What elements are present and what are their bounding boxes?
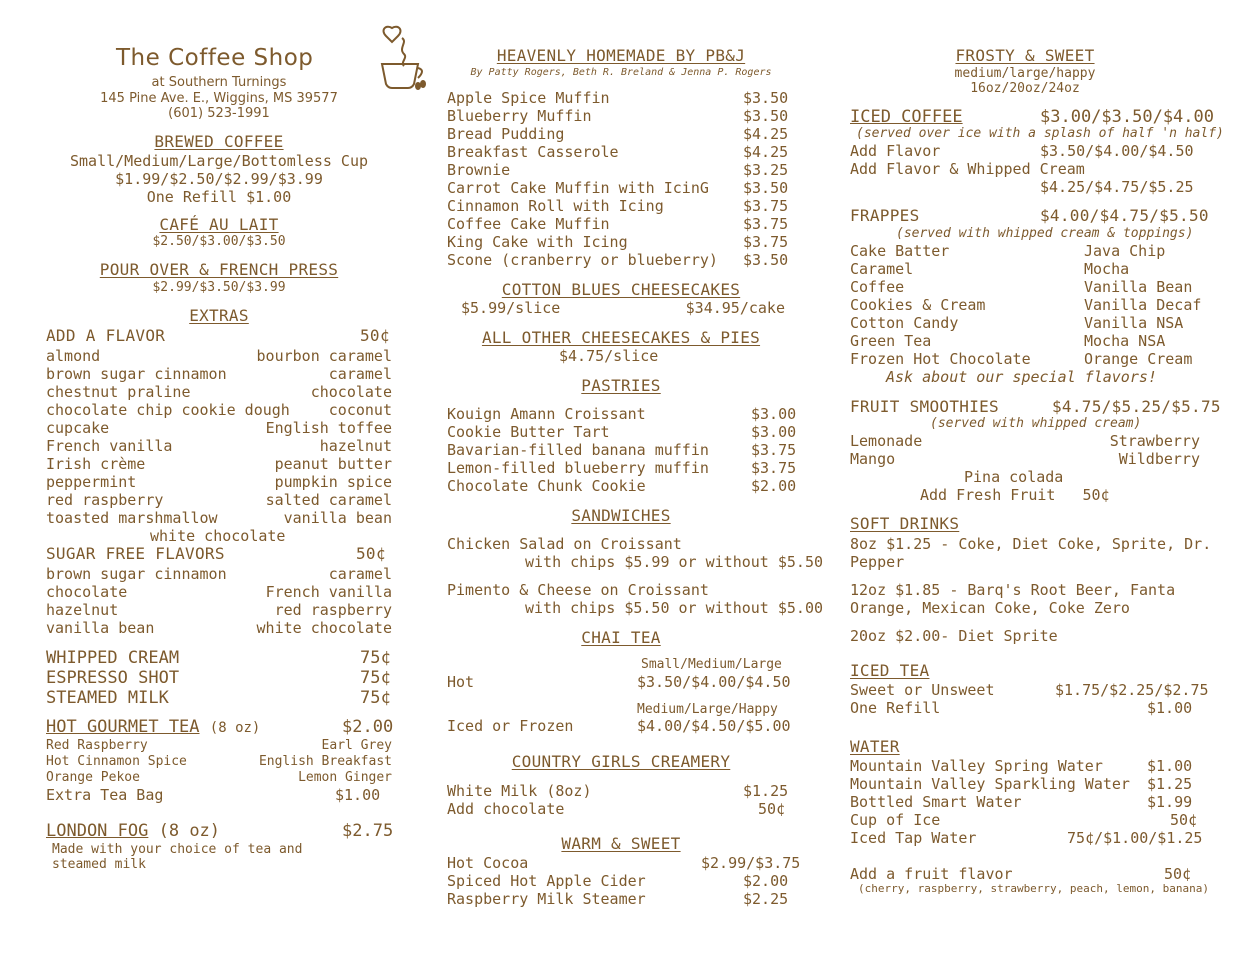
flavor-row-value: bourbon caramel bbox=[256, 347, 392, 365]
flavor-last: white chocolate bbox=[150, 527, 286, 545]
hot-tea-variety-row-value: English Breakfast bbox=[258, 754, 392, 769]
addon-row bbox=[46, 668, 392, 686]
shop-address: 145 Pine Ave. E., Wiggins, MS 39577 bbox=[100, 91, 338, 106]
sandwich-1-detail: with chips $5.99 or without $5.50 bbox=[525, 553, 824, 571]
hot-tea-title: HOT GOURMET TEA bbox=[46, 717, 200, 737]
add-flavor-price: 50¢ bbox=[360, 326, 390, 345]
hot-tea-row bbox=[46, 717, 392, 735]
frosty-sizes: medium/large/happy bbox=[954, 66, 1096, 81]
homemade-item-name: Brownie bbox=[447, 161, 511, 179]
water-item-name: Mountain Valley Sparkling Water bbox=[850, 775, 1130, 793]
iced-coffee-title: ICED COFFEE bbox=[850, 107, 963, 127]
sandwiches-title: SANDWICHES bbox=[571, 506, 671, 525]
flavor-row bbox=[46, 419, 392, 437]
london-fog-desc-2: steamed milk bbox=[52, 857, 146, 872]
homemade-title: HEAVENLY HOMEMADE BY PB&J bbox=[496, 46, 746, 65]
smoothies-note: (served with whipped cream) bbox=[930, 416, 1142, 431]
shop-name: The Coffee Shop bbox=[116, 45, 314, 71]
soft-drinks-line-2a: 12oz $1.85 - Barq's Root Beer, Fanta bbox=[850, 581, 1176, 599]
smoothies-row bbox=[850, 397, 1221, 416]
flavor-row-value: peanut butter bbox=[274, 455, 392, 473]
warm-item-name: Spiced Hot Apple Cider bbox=[447, 872, 646, 890]
warm-item-value: $2.00 bbox=[743, 872, 789, 890]
frappe-row bbox=[850, 350, 1200, 368]
smoothie-row bbox=[850, 450, 1200, 468]
homemade-item-value: $3.50 bbox=[743, 107, 789, 125]
extra-tea-bag-row bbox=[46, 786, 392, 804]
frappe-row-name: Cotton Candy bbox=[850, 314, 959, 332]
homemade-item-name: Cinnamon Roll with Icing bbox=[447, 197, 664, 215]
other-cheesecakes-title: ALL OTHER CHEESECAKES & PIES bbox=[481, 328, 761, 347]
sugar-free-row bbox=[46, 565, 392, 583]
frappe-row-name: Cookies & Cream bbox=[850, 296, 986, 314]
frappes-note: (served with whipped cream & toppings) bbox=[896, 226, 1194, 241]
frappe-row-value: Mocha NSA bbox=[1084, 332, 1166, 350]
sugar-free-row-value: French vanilla bbox=[265, 583, 392, 601]
london-fog-desc-1: Made with your choice of tea and bbox=[52, 842, 303, 857]
warm-title: WARM & SWEET bbox=[561, 834, 681, 853]
iced-coffee-whip-label: Add Flavor & Whipped Cream bbox=[850, 160, 1085, 178]
frappe-row-name: Frozen Hot Chocolate bbox=[850, 350, 1031, 368]
homemade-item-name: Coffee Cake Muffin bbox=[447, 215, 610, 233]
iced-coffee-whip-price: $4.25/$4.75/$5.25 bbox=[1040, 178, 1194, 196]
pastry-item bbox=[447, 441, 795, 459]
soft-drinks-line-2b: Orange, Mexican Coke, Coke Zero bbox=[850, 599, 1130, 617]
water-item-value: $1.99 bbox=[1147, 793, 1193, 811]
sugar-free-price: 50¢ bbox=[356, 544, 386, 563]
homemade-item-value: $3.75 bbox=[743, 233, 789, 251]
homemade-item-value: $3.50 bbox=[743, 251, 789, 269]
addon-row-value: 75¢ bbox=[360, 688, 391, 708]
flavor-row-value: salted caramel bbox=[265, 491, 392, 509]
london-fog-price: $2.75 bbox=[342, 821, 394, 841]
shop-phone: (601) 523-1991 bbox=[168, 106, 270, 121]
water-item-value: $1.00 bbox=[1147, 757, 1193, 775]
water-item-name: Iced Tap Water bbox=[850, 829, 977, 847]
frappe-row-value: Orange Cream bbox=[1084, 350, 1193, 368]
chai-iced-sizes: Medium/Large/Happy bbox=[637, 702, 778, 717]
frappes-title: FRAPPES bbox=[850, 206, 920, 225]
water-item-name: Cup of Ice bbox=[850, 811, 941, 829]
flavor-row bbox=[46, 347, 392, 365]
brewed-coffee-title: BREWED COFFEE bbox=[154, 132, 284, 151]
water-item bbox=[850, 829, 1203, 847]
homemade-item bbox=[447, 125, 795, 143]
addon-row-value: 75¢ bbox=[360, 668, 391, 688]
smoothie-row bbox=[850, 432, 1200, 450]
other-cheesecakes-price: $4.75/slice bbox=[559, 347, 659, 365]
hot-tea-price: $2.00 bbox=[342, 717, 394, 737]
brewed-prices: $1.99/$2.50/$2.99/$3.99 bbox=[115, 170, 323, 188]
water-fruit-price: 50¢ bbox=[1164, 865, 1192, 883]
london-fog-title: LONDON FOG bbox=[46, 821, 149, 841]
flavor-row-value: hazelnut bbox=[319, 437, 392, 455]
homemade-item bbox=[447, 251, 795, 269]
homemade-item-name: Breakfast Casserole bbox=[447, 143, 619, 161]
pastry-item-name: Chocolate Chunk Cookie bbox=[447, 477, 646, 495]
chai-iced-label: Iced or Frozen bbox=[447, 717, 574, 735]
smoothie-row-name: Lemonade bbox=[850, 432, 923, 450]
frappe-row bbox=[850, 260, 1200, 278]
flavor-row-name: Irish crème bbox=[46, 455, 146, 473]
extra-tea-bag-price: $1.00 bbox=[335, 786, 381, 804]
iced-coffee-flavor-price: $3.50/$4.00/$4.50 bbox=[1040, 142, 1194, 160]
smoothies-add-row bbox=[920, 486, 1110, 504]
water-fruit-list: (cherry, raspberry, strawberry, peach, lemon, banana) bbox=[858, 882, 1209, 895]
frappe-row-value: Java Chip bbox=[1084, 242, 1166, 260]
cotton-blues-cake: $34.95/cake bbox=[685, 299, 785, 317]
london-fog-row bbox=[46, 821, 392, 839]
warm-item bbox=[447, 890, 795, 908]
iced-tea-row-1 bbox=[850, 681, 1209, 699]
hot-tea-variety-row-value: Lemon Ginger bbox=[298, 770, 392, 785]
flavor-row-name: cupcake bbox=[46, 419, 110, 437]
homemade-item-value: $3.75 bbox=[743, 197, 789, 215]
cotton-blues-title: COTTON BLUES CHEESECAKES bbox=[501, 280, 741, 299]
flavor-row bbox=[46, 491, 392, 509]
homemade-item bbox=[447, 197, 795, 215]
water-item-value: 50¢ bbox=[1170, 811, 1198, 829]
creamery-item-name: Add chocolate bbox=[447, 800, 565, 818]
addon-row-name: ESPRESSO SHOT bbox=[46, 668, 180, 688]
frappe-row-value: Vanilla NSA bbox=[1084, 314, 1184, 332]
pastry-item bbox=[447, 405, 795, 423]
hot-tea-variety-row-name: Hot Cinnamon Spice bbox=[46, 754, 187, 769]
addon-row bbox=[46, 648, 392, 666]
frappe-row bbox=[850, 296, 1200, 314]
warm-item-name: Raspberry Milk Steamer bbox=[447, 890, 646, 908]
sugar-free-row-name: chocolate bbox=[46, 583, 128, 601]
pastry-item-name: Lemon-filled blueberry muffin bbox=[447, 459, 709, 477]
homemade-item-name: Apple Spice Muffin bbox=[447, 89, 610, 107]
flavor-row bbox=[46, 401, 392, 419]
warm-item bbox=[447, 854, 801, 872]
iced-tea-row-2 bbox=[850, 699, 1200, 717]
cafe-au-lait-prices: $2.50/$3.00/$3.50 bbox=[152, 234, 286, 249]
flavor-row-value: chocolate bbox=[310, 383, 392, 401]
sugar-free-row-value: caramel bbox=[328, 565, 392, 583]
flavor-row-name: toasted marshmallow bbox=[46, 509, 218, 527]
creamery-item bbox=[447, 800, 795, 818]
smoothie-row-value: Strawberry bbox=[1109, 432, 1200, 450]
chai-hot-prices: $3.50/$4.00/$4.50 bbox=[637, 673, 791, 691]
homemade-item-value: $3.50 bbox=[743, 89, 789, 107]
chai-hot-row bbox=[447, 673, 795, 691]
pastry-item-name: Kouign Amann Croissant bbox=[447, 405, 646, 423]
shop-location: at Southern Turnings bbox=[151, 75, 287, 90]
homemade-item-value: $4.25 bbox=[743, 143, 789, 161]
flavor-row bbox=[46, 473, 392, 491]
homemade-item bbox=[447, 233, 795, 251]
smoothie-row-value: Wildberry bbox=[1118, 450, 1200, 468]
brewed-sizes: Small/Medium/Large/Bottomless Cup bbox=[69, 152, 368, 170]
frappe-row bbox=[850, 278, 1200, 296]
pastry-item-name: Bavarian-filled banana muffin bbox=[447, 441, 709, 459]
pastry-item-value: $3.00 bbox=[751, 405, 797, 423]
water-item-value: $1.25 bbox=[1147, 775, 1193, 793]
hot-tea-variety-row-name: Orange Pekoe bbox=[46, 770, 140, 785]
sugar-free-row bbox=[46, 619, 392, 637]
homemade-item bbox=[447, 107, 795, 125]
iced-coffee-price: $3.00/$3.50/$4.00 bbox=[1040, 107, 1214, 127]
water-item-name: Mountain Valley Spring Water bbox=[850, 757, 1103, 775]
iced-tea-item-name: Sweet or Unsweet bbox=[850, 681, 995, 699]
add-flavor-row bbox=[46, 327, 392, 345]
homemade-item-value: $3.25 bbox=[743, 161, 789, 179]
frappe-row-name: Caramel bbox=[850, 260, 914, 278]
warm-item bbox=[447, 872, 795, 890]
brewed-refill: One Refill $1.00 bbox=[146, 188, 292, 206]
frappe-row-value: Vanilla Decaf bbox=[1084, 296, 1202, 314]
flavor-row-value: caramel bbox=[328, 365, 392, 383]
pastries-title: PASTRIES bbox=[581, 376, 661, 395]
pastry-item bbox=[447, 459, 795, 477]
homemade-item bbox=[447, 215, 795, 233]
smoothies-add-price: 50¢ bbox=[1082, 486, 1110, 504]
sugar-free-row bbox=[46, 545, 392, 563]
smoothies-center: Pina colada bbox=[964, 468, 1064, 486]
frosty-title: FROSTY & SWEET bbox=[955, 46, 1095, 65]
addon-row-value: 75¢ bbox=[360, 648, 391, 668]
iced-tea-item-price: $1.75/$2.25/$2.75 bbox=[1055, 681, 1209, 699]
sugar-free-row-name: hazelnut bbox=[46, 601, 119, 619]
water-item-name: Bottled Smart Water bbox=[850, 793, 1022, 811]
iced-tea-item-name: One Refill bbox=[850, 699, 941, 717]
flavor-row bbox=[46, 365, 392, 383]
homemade-item bbox=[447, 161, 795, 179]
iced-tea-title: ICED TEA bbox=[850, 661, 930, 680]
chai-iced-prices: $4.00/$4.50/$5.00 bbox=[637, 717, 791, 735]
chai-hot-label: Hot bbox=[447, 673, 475, 691]
sugar-free-row bbox=[46, 583, 392, 601]
iced-tea-item-price: $1.00 bbox=[1147, 699, 1193, 717]
pastry-item bbox=[447, 423, 795, 441]
smoothies-title: FRUIT SMOOTHIES bbox=[850, 397, 999, 416]
pastry-item bbox=[447, 477, 795, 495]
pastry-item-value: $3.00 bbox=[751, 423, 797, 441]
flavor-row bbox=[46, 509, 392, 527]
frappes-special: Ask about our special flavors! bbox=[886, 368, 1157, 386]
cotton-blues-prices bbox=[447, 299, 795, 317]
flavor-row-name: chocolate chip cookie dough bbox=[46, 401, 290, 419]
flavor-row bbox=[46, 383, 392, 401]
london-fog-size: (8 oz) bbox=[158, 821, 221, 841]
warm-item-value: $2.25 bbox=[743, 890, 789, 908]
iced-coffee-note: (served over ice with a splash of half 'n half) bbox=[856, 126, 1224, 141]
water-item bbox=[850, 757, 1200, 775]
soft-drinks-line-1b: Pepper bbox=[850, 553, 905, 571]
homemade-item bbox=[447, 179, 795, 197]
homemade-item-name: King Cake with Icing bbox=[447, 233, 628, 251]
chai-iced-row bbox=[447, 717, 795, 735]
hot-tea-variety-row-value: Earl Grey bbox=[321, 738, 392, 753]
iced-coffee-flavor-row bbox=[850, 142, 1200, 160]
frosty-oz: 16oz/20oz/24oz bbox=[970, 81, 1080, 96]
frappes-price: $4.00/$4.75/$5.50 bbox=[1040, 206, 1209, 225]
sandwich-2-detail: with chips $5.50 or without $5.00 bbox=[525, 599, 824, 617]
flavor-row bbox=[46, 455, 392, 473]
homemade-item-value: $4.25 bbox=[743, 125, 789, 143]
homemade-item-name: Bread Pudding bbox=[447, 125, 565, 143]
flavor-row bbox=[46, 437, 392, 455]
creamery-item-name: White Milk (8oz) bbox=[447, 782, 592, 800]
sugar-free-row-name: brown sugar cinnamon bbox=[46, 565, 227, 583]
sugar-free-row-value: white chocolate bbox=[256, 619, 392, 637]
flavor-row-name: peppermint bbox=[46, 473, 137, 491]
frappe-row-name: Coffee bbox=[850, 278, 905, 296]
pastry-item-value: $2.00 bbox=[751, 477, 797, 495]
homemade-byline: By Patty Rogers, Beth R. Breland & Jenna P. Rogers bbox=[470, 67, 772, 78]
extras-title: EXTRAS bbox=[189, 306, 249, 325]
smoothie-row-name: Mango bbox=[850, 450, 896, 468]
homemade-item-name: Scone (cranberry or blueberry) bbox=[447, 251, 718, 269]
frappes-row bbox=[850, 206, 1209, 225]
flavor-row-name: French vanilla bbox=[46, 437, 173, 455]
pour-over-title: POUR OVER & FRENCH PRESS bbox=[99, 260, 339, 279]
hot-tea-size: (8 oz) bbox=[209, 720, 261, 736]
creamery-item-value: 50¢ bbox=[758, 800, 786, 818]
water-item bbox=[850, 775, 1200, 793]
smoothies-add-label: Add Fresh Fruit bbox=[920, 486, 1056, 504]
extra-tea-bag-label: Extra Tea Bag bbox=[46, 786, 164, 804]
creamery-item bbox=[447, 782, 795, 800]
flavor-row-value: pumpkin spice bbox=[274, 473, 392, 491]
soft-drinks-title: SOFT DRINKS bbox=[850, 514, 960, 533]
cafe-au-lait-title: CAFÉ AU LAIT bbox=[159, 215, 279, 234]
sugar-free-row bbox=[46, 601, 392, 619]
creamery-item-value: $1.25 bbox=[743, 782, 789, 800]
homemade-item bbox=[447, 89, 795, 107]
frappe-row-value: Mocha bbox=[1084, 260, 1130, 278]
cotton-blues-slice: $5.99/slice bbox=[461, 299, 561, 317]
addon-row-name: STEAMED MILK bbox=[46, 688, 169, 708]
homemade-item-value: $3.50 bbox=[743, 179, 789, 197]
homemade-item-name: Blueberry Muffin bbox=[447, 107, 592, 125]
homemade-item-value: $3.75 bbox=[743, 215, 789, 233]
addon-row-name: WHIPPED CREAM bbox=[46, 648, 180, 668]
smoothies-price: $4.75/$5.25/$5.75 bbox=[1052, 397, 1221, 416]
sugar-free-row-name: vanilla bean bbox=[46, 619, 155, 637]
sandwich-1-name: Chicken Salad on Croissant bbox=[447, 535, 682, 553]
pastry-item-value: $3.75 bbox=[751, 459, 797, 477]
chai-title: CHAI TEA bbox=[581, 628, 661, 647]
pastry-item-name: Cookie Butter Tart bbox=[447, 423, 610, 441]
flavor-row-value: English toffee bbox=[265, 419, 392, 437]
water-item bbox=[850, 811, 1200, 829]
flavor-row-name: chestnut praline bbox=[46, 383, 191, 401]
flavor-row-name: almond bbox=[46, 347, 101, 365]
sugar-free-title: SUGAR FREE FLAVORS bbox=[46, 544, 225, 563]
frappe-row-name: Cake Batter bbox=[850, 242, 950, 260]
warm-item-name: Hot Cocoa bbox=[447, 854, 529, 872]
flavor-row-value: vanilla bean bbox=[283, 509, 392, 527]
add-flavor-title: ADD A FLAVOR bbox=[46, 326, 166, 345]
water-item bbox=[850, 793, 1200, 811]
flavor-row-value: coconut bbox=[328, 401, 392, 419]
flavor-row-name: brown sugar cinnamon bbox=[46, 365, 227, 383]
sugar-free-row-value: red raspberry bbox=[274, 601, 392, 619]
water-fruit-label: Add a fruit flavor bbox=[850, 865, 1013, 883]
pour-over-prices: $2.99/$3.50/$3.99 bbox=[152, 280, 286, 295]
pastry-item-value: $3.75 bbox=[751, 441, 797, 459]
frappe-row bbox=[850, 332, 1200, 350]
frappe-row-value: Vanilla Bean bbox=[1084, 278, 1193, 296]
homemade-item-name: Carrot Cake Muffin with IcinG bbox=[447, 179, 709, 197]
sandwich-2-name: Pimento & Cheese on Croissant bbox=[447, 581, 709, 599]
creamery-title: COUNTRY GIRLS CREAMERY bbox=[511, 752, 731, 771]
homemade-item bbox=[447, 143, 795, 161]
iced-coffee-row bbox=[850, 107, 1214, 127]
iced-coffee-flavor-label: Add Flavor bbox=[850, 142, 941, 160]
water-item-value: 75¢/$1.00/$1.25 bbox=[1067, 829, 1203, 847]
flavor-row-name: red raspberry bbox=[46, 491, 164, 509]
hot-tea-variety-row-name: Red Raspberry bbox=[46, 738, 148, 753]
frappe-row bbox=[850, 314, 1200, 332]
warm-item-value: $2.99/$3.75 bbox=[701, 854, 801, 872]
frappe-row bbox=[850, 242, 1200, 260]
chai-hot-sizes: Small/Medium/Large bbox=[641, 657, 782, 672]
soft-drinks-line-1a: 8oz $1.25 - Coke, Diet Coke, Sprite, Dr. bbox=[850, 535, 1212, 553]
frappe-row-name: Green Tea bbox=[850, 332, 932, 350]
soft-drinks-line-3: 20oz $2.00- Diet Sprite bbox=[850, 627, 1058, 645]
addon-row bbox=[46, 688, 392, 706]
water-fruit-row bbox=[850, 865, 1200, 883]
water-title: WATER bbox=[850, 737, 900, 756]
